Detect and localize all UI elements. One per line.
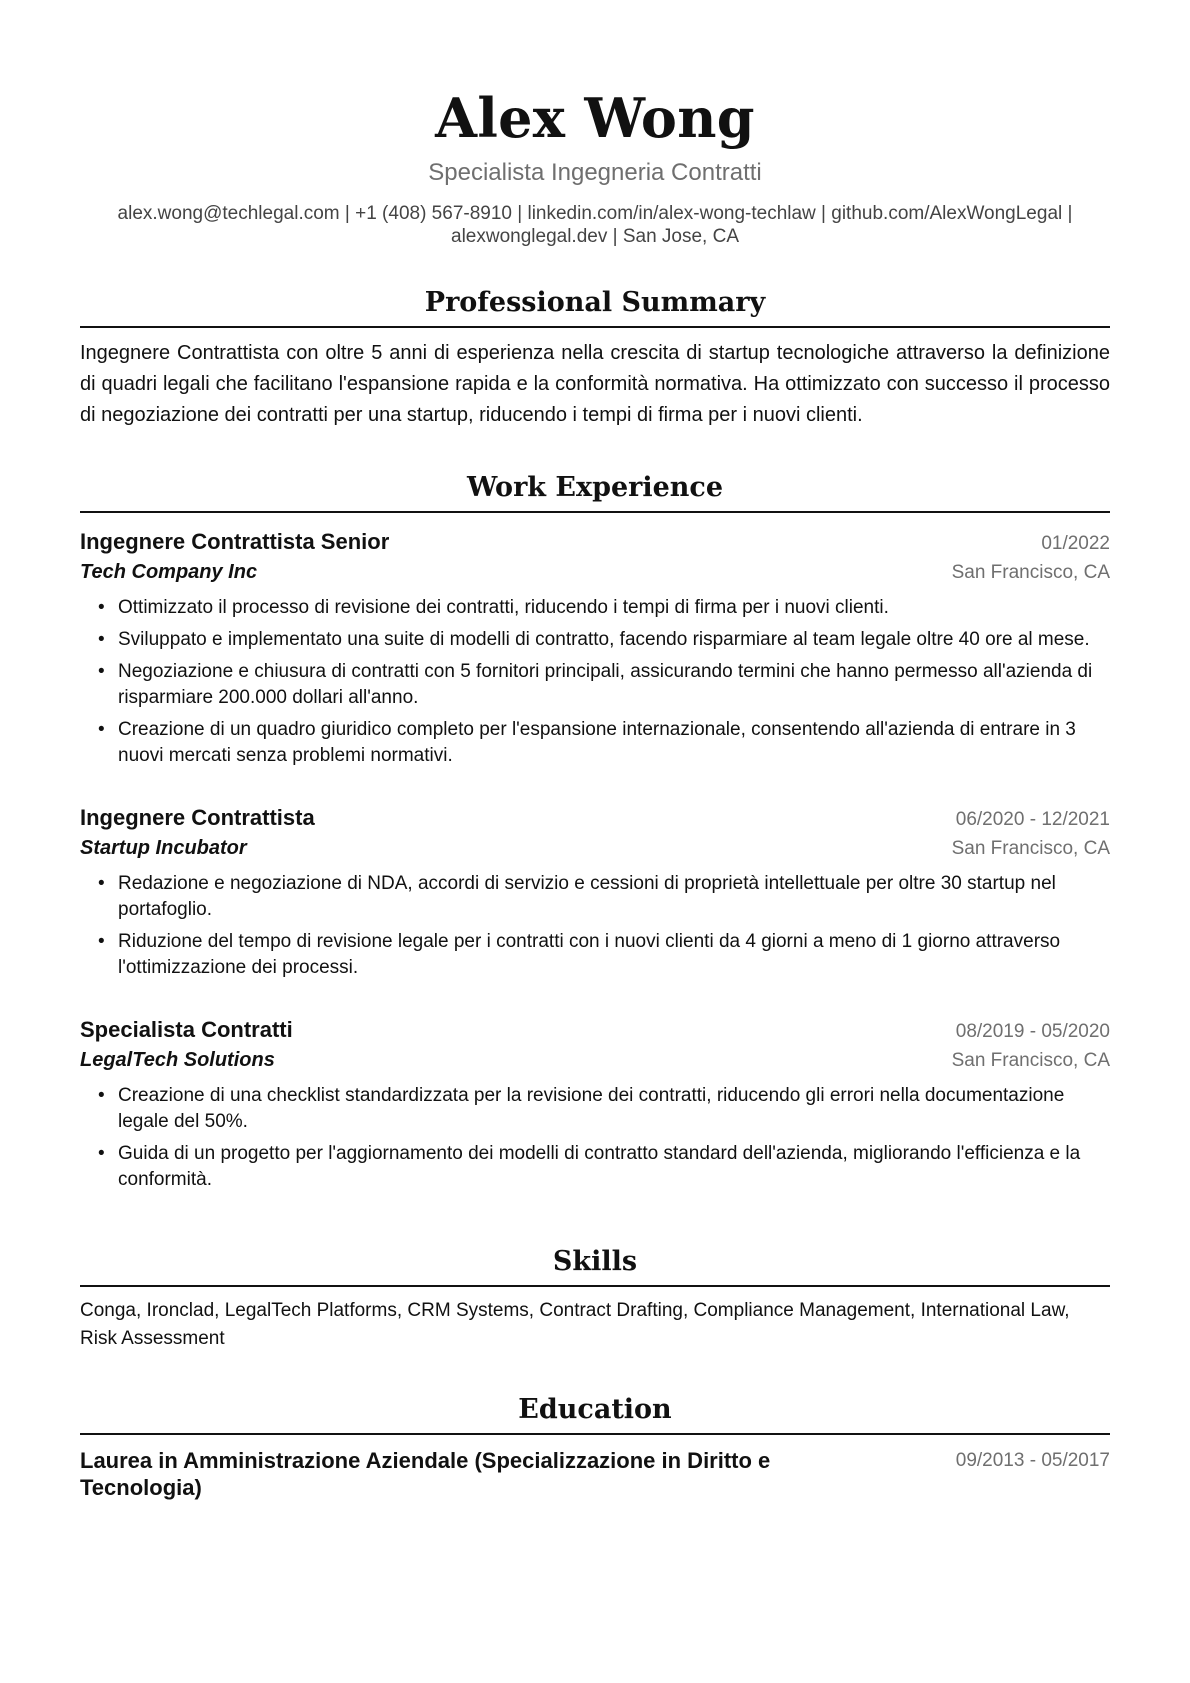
education-section bbox=[80, 1393, 1110, 1501]
job-bullets bbox=[80, 1083, 1110, 1193]
experience-section bbox=[80, 471, 1110, 1193]
summary-text: Ingegnere Contrattista con oltre 5 anni di esperienza nella crescita di startup tecnologiche attraverso la definizione di quadri legali che facilitano l'espansione rapida e la conformità normativa. Ha ottimizzato con successo il processo di negoziazione dei contratti per una startup, riducendo i tempi di firma per i nuovi clienti. bbox=[80, 342, 1110, 426]
summary-heading: Professional Summary bbox=[80, 286, 1110, 328]
job-entry bbox=[80, 803, 1110, 981]
candidate-name: Alex Wong bbox=[435, 86, 755, 150]
job-title-row bbox=[80, 1015, 1110, 1046]
job-bullets bbox=[80, 871, 1110, 981]
education-dates: 09/2013 - 05/2017 bbox=[955, 1450, 1110, 1471]
experience-heading: Work Experience bbox=[80, 471, 1110, 513]
job-dates: 08/2019 - 05/2020 bbox=[955, 1021, 1110, 1042]
job-company-row bbox=[80, 834, 1110, 863]
job-bullet: • Redazione e negoziazione di NDA, accordi di servizio e cessioni di proprietà intellettuale per oltre 30 startup nel portafoglio. bbox=[118, 871, 1110, 923]
resume-header bbox=[80, 0, 1110, 248]
job-title: Specialista Contratti bbox=[80, 1017, 293, 1042]
job-location: San Francisco, CA bbox=[951, 838, 1110, 859]
job-bullet: • Guida di un progetto per l'aggiornamento dei modelli di contratto standard dell'azienda, migliorando l'efficienza e la conformità. bbox=[118, 1141, 1110, 1193]
contact-line-1: alex.wong@techlegal.com | +1 (408) 567-8910 | linkedin.com/in/alex-wong-techlaw | github.com/AlexWongLegal | bbox=[117, 203, 1073, 224]
job-location: San Francisco, CA bbox=[951, 1050, 1110, 1071]
job-company-row bbox=[80, 1046, 1110, 1075]
skills-heading: Skills bbox=[80, 1245, 1110, 1287]
job-dates: 01/2022 bbox=[1041, 533, 1110, 554]
job-dates: 06/2020 - 12/2021 bbox=[955, 809, 1110, 830]
job-bullets bbox=[80, 595, 1110, 769]
job-bullet: • Ottimizzato il processo di revisione dei contratti, riducendo i tempi di firma per i nuovi clienti. bbox=[118, 595, 1110, 621]
job-title-row bbox=[80, 803, 1110, 834]
job-bullet: • Sviluppato e implementato una suite di modelli di contratto, facendo risparmiare al team legale oltre 40 ore al mese. bbox=[118, 627, 1110, 653]
job-company-row bbox=[80, 558, 1110, 587]
job-title: Ingegnere Contrattista Senior bbox=[80, 529, 390, 554]
contact-line-2: alexwonglegal.dev | San Jose, CA bbox=[451, 226, 739, 247]
skills-section bbox=[80, 1245, 1110, 1353]
job-location: San Francisco, CA bbox=[951, 562, 1110, 583]
job-entry bbox=[80, 1015, 1110, 1193]
education-heading: Education bbox=[80, 1393, 1110, 1435]
education-entry bbox=[80, 1447, 1110, 1501]
job-bullet: • Riduzione del tempo di revisione legale per i contratti con i nuovi clienti da 4 giorni a meno di 1 giorno attraverso l'ottimizzazione dei processi. bbox=[118, 929, 1110, 981]
job-bullet: • Creazione di un quadro giuridico completo per l'espansione internazionale, consentendo all'azienda di entrare in 3 nuovi mercati senza problemi normativi. bbox=[118, 717, 1110, 769]
job-bullet: • Creazione di una checklist standardizzata per la revisione dei contratti, riducendo gli errori nella documentazione legale del 50%. bbox=[118, 1083, 1110, 1135]
skills-text: Conga, Ironclad, LegalTech Platforms, CRM Systems, Contract Drafting, Compliance Management, International Law, Risk Assessment bbox=[80, 1300, 1070, 1349]
job-bullet: • Negoziazione e chiusura di contratti con 5 fornitori principali, assicurando termini che hanno permesso all'azienda di risparmiare 200.000 dollari all'anno. bbox=[118, 659, 1110, 711]
summary-section bbox=[80, 286, 1110, 431]
job-company: Startup Incubator bbox=[80, 837, 247, 859]
job-title-row bbox=[80, 527, 1110, 558]
job-company: LegalTech Solutions bbox=[80, 1049, 275, 1071]
job-entry bbox=[80, 527, 1110, 769]
candidate-title: Specialista Ingegneria Contratti bbox=[428, 159, 762, 186]
job-company: Tech Company Inc bbox=[80, 561, 258, 583]
contact-info bbox=[80, 202, 1110, 248]
education-degree: Laurea in Amministrazione Aziendale (Specializzazione in Diritto e Tecnologia) bbox=[80, 1448, 771, 1500]
job-title: Ingegnere Contrattista bbox=[80, 805, 315, 830]
